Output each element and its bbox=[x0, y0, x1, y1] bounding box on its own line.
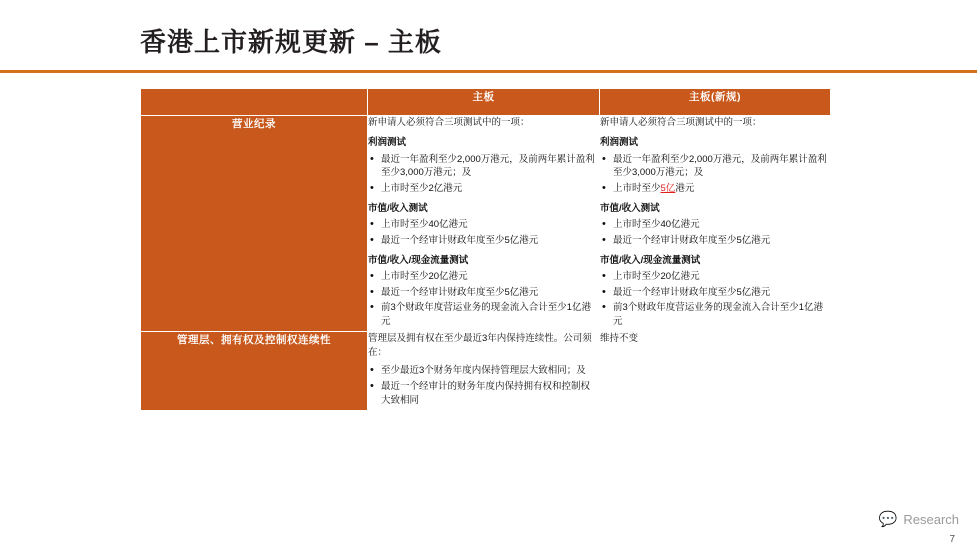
section-heading-profit-test: 利润测试 bbox=[368, 137, 407, 149]
table-header-blank bbox=[141, 89, 368, 116]
cell-management-continuity-new: 维持不变 bbox=[600, 331, 831, 410]
intro-text: 管理层及拥有权在至少最近3年内保持连续性。公司须在： bbox=[368, 332, 592, 359]
text-pre: 上市时至少 bbox=[613, 183, 661, 195]
list-item: • 上市时至少40亿港元 bbox=[600, 218, 830, 232]
list-item: • 上市时至少20亿港元 bbox=[368, 270, 599, 284]
list-item: • 最近一个经审计财政年度至少5亿港元 bbox=[600, 286, 830, 300]
table-header-main-board: 主板 bbox=[368, 89, 600, 116]
list-item: • 最近一个经审计财政年度至少5亿港元 bbox=[368, 286, 599, 300]
intro-text: 新申请人必须符合三项测试中的一项： bbox=[368, 117, 530, 128]
header-divider bbox=[0, 70, 977, 73]
list-item: • 前3个财政年度营运业务的现金流入合计至少1亿港元 bbox=[600, 301, 830, 329]
wechat-icon: 💬 bbox=[878, 511, 898, 528]
bullet-list bbox=[368, 270, 599, 329]
row-label-management-continuity: 管理层、拥有权及控制权连续性 bbox=[141, 331, 368, 410]
watermark bbox=[879, 512, 959, 527]
section-heading-mktcap-revenue-cashflow-test: 市值/收入/现金流量测试 bbox=[600, 254, 701, 266]
comparison-table bbox=[140, 88, 831, 411]
text-post: 港元 bbox=[675, 183, 695, 195]
list-item: • 上市时至少40亿港元 bbox=[368, 218, 599, 232]
section-heading-mktcap-revenue-test: 市值/收入测试 bbox=[600, 202, 660, 214]
table-header-main-board-new: 主板(新规) bbox=[600, 89, 831, 116]
page-title: 香港上市新规更新 – 主板 bbox=[140, 27, 442, 57]
bullet-list bbox=[368, 364, 599, 407]
row-label-track-record: 营业纪录 bbox=[141, 116, 368, 332]
slide-header bbox=[0, 0, 977, 72]
section-heading-mktcap-revenue-test: 市值/收入测试 bbox=[368, 202, 428, 214]
bullet-list bbox=[368, 218, 599, 248]
list-item: • 上市时至少20亿港元 bbox=[600, 270, 830, 284]
cell-track-record-current bbox=[368, 116, 600, 332]
bullet-list bbox=[600, 218, 830, 248]
watermark-label: Research bbox=[903, 512, 959, 527]
bullet-list bbox=[368, 153, 599, 196]
section-heading-mktcap-revenue-cashflow-test: 市值/收入/现金流量测试 bbox=[368, 254, 469, 266]
list-item: • 最近一个经审计财政年度至少5亿港元 bbox=[368, 234, 599, 248]
section-heading-profit-test: 利润测试 bbox=[600, 137, 639, 149]
table-header-row bbox=[141, 89, 831, 116]
bullet-list bbox=[600, 270, 830, 329]
comparison-table-wrapper bbox=[140, 88, 830, 411]
table-row bbox=[141, 331, 831, 410]
list-item: • 上市时至少2亿港元 bbox=[368, 182, 599, 196]
list-item: • 前3个财政年度营运业务的现金流入合计至少1亿港元 bbox=[368, 301, 599, 329]
list-item: • 最近一个经审计财政年度至少5亿港元 bbox=[600, 234, 830, 248]
list-item-highlighted bbox=[600, 182, 830, 196]
page-number: 7 bbox=[949, 534, 955, 545]
cell-management-continuity-current bbox=[368, 331, 600, 410]
list-item: • 最近一个经审计的财务年度内保持拥有权和控制权大致相同 bbox=[368, 380, 599, 408]
table-row bbox=[141, 116, 831, 332]
list-item: • 至少最近3个财务年度内保持管理层大致相同；及 bbox=[368, 364, 599, 378]
list-item: • 最近一年盈利至少2,000万港元，及前两年累计盈利至少3,000万港元；及 bbox=[600, 153, 830, 181]
list-item: • 最近一年盈利至少2,000万港元，及前两年累计盈利至少3,000万港元；及 bbox=[368, 153, 599, 181]
bullet-list bbox=[600, 153, 830, 196]
highlighted-value: 5亿 bbox=[660, 183, 676, 195]
intro-text: 新申请人必须符合三项测试中的一项： bbox=[600, 117, 762, 128]
cell-track-record-new bbox=[600, 116, 831, 332]
